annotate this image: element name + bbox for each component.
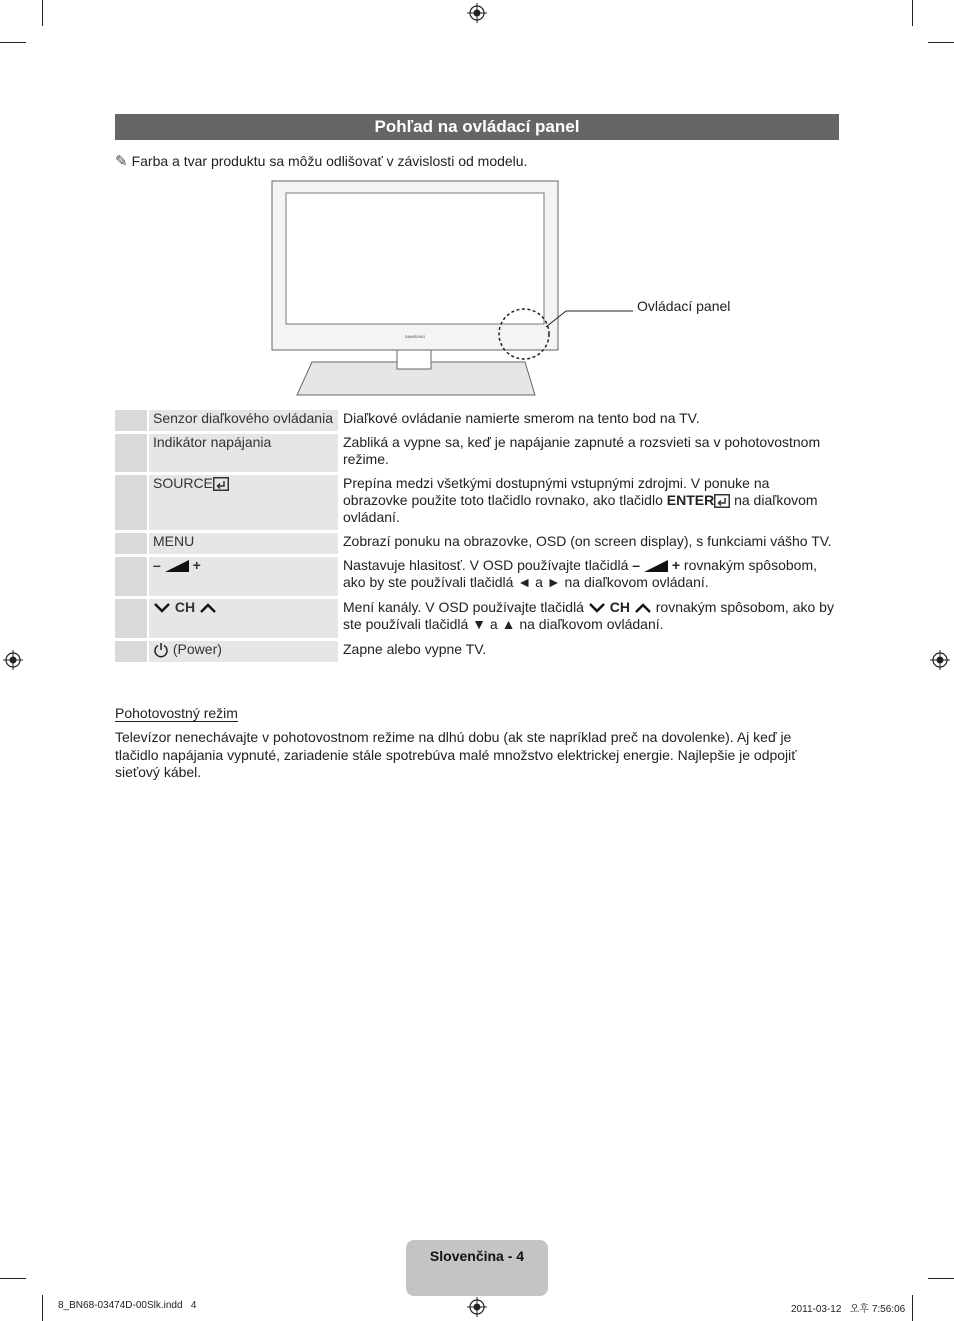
crop-mark — [0, 1278, 26, 1279]
table-row — [115, 533, 839, 557]
page-number-tab: Slovenčina - 4 — [406, 1240, 548, 1296]
row-desc: Mení kanály. V OSD používajte tlačidlá CH rovnakým spôsobom, ako by ste používali tlačidlá ▼ a ▲ na diaľkovom ovládaní. — [338, 599, 839, 641]
registration-mark-icon — [3, 650, 23, 670]
source-label: SOURCE — [153, 475, 213, 491]
chevron-up-icon — [634, 602, 652, 614]
row-desc: Nastavuje hlasitosť. V OSD používajte tlačidlá – + rovnakým spôsobom, ako by ste používali tlačidlá ◄ a ► na diaľkovom ovládaní. — [338, 557, 839, 599]
tv-illustration — [0, 0, 954, 400]
spec-table — [115, 410, 839, 665]
page-title: Pohľad na ovládací panel — [115, 114, 839, 140]
row-desc: Zobrazí ponuku na obrazovke, OSD (on screen display), s funkciami vášho TV. — [338, 533, 839, 557]
registration-mark-icon — [467, 1297, 487, 1317]
table-row — [115, 434, 839, 475]
table-row — [115, 475, 839, 533]
samsung-logo: SAMSUNG — [404, 334, 426, 339]
row-desc: Zabliká a vypne sa, keď je napájanie zapnuté a rozsvieti sa v pohotovostnom režime. — [338, 434, 839, 475]
chevron-down-icon — [153, 602, 171, 614]
standby-text: Televízor nenechávajte v pohotovostnom režime na dlhú dobu (ak ste napríklad preč na dovolenke). Aj keď je tlačidlo napájania vypnuté, zariadenie stále spotrebúva malé množstvo elektrickej energie. Najlepšie je odpojiť sieťový kábel. — [115, 729, 797, 780]
chevron-up-icon — [199, 602, 217, 614]
volume-minus-icon: – — [153, 557, 161, 573]
table-row — [115, 557, 839, 599]
file-info: 8_BN68-03474D-00Slk.indd 4 — [58, 1300, 197, 1311]
row-name: (Power) — [149, 641, 338, 665]
volume-plus-icon: + — [192, 557, 201, 573]
pencil-icon: ✎ — [115, 153, 128, 170]
row-name — [149, 475, 338, 533]
enter-icon — [213, 477, 229, 491]
row-name: CH — [149, 599, 338, 641]
chevron-down-icon — [588, 602, 606, 614]
row-desc: Zapne alebo vypne TV. — [338, 641, 839, 665]
enter-icon — [714, 494, 730, 508]
print-timestamp: 2011-03-12 오후 7:56:06 — [791, 1304, 906, 1315]
power-icon — [153, 642, 169, 658]
row-desc: Prepína medzi všetkými dostupnými vstupnými zdrojmi. V ponuke na obrazovke použite toto tlačidlo rovnako, ako tlačidlo ENTER na diaľkovom ovládaní. — [338, 475, 839, 533]
standby-heading: Pohotovostný režim — [115, 705, 238, 721]
callout-label: Ovládací panel — [637, 298, 731, 314]
row-name: Senzor diaľkového ovládania — [149, 410, 338, 434]
row-name: MENU — [149, 533, 338, 557]
volume-icon — [165, 560, 189, 572]
crop-mark — [928, 1278, 954, 1279]
table-row — [115, 599, 839, 641]
row-name — [149, 557, 338, 599]
volume-icon — [644, 560, 668, 572]
row-name: Indikátor napájania — [149, 434, 338, 475]
row-desc: Diaľkové ovládanie namierte smerom na tento bod na TV. — [338, 410, 839, 434]
crop-mark — [912, 1295, 913, 1321]
note-text: Farba a tvar produktu sa môžu odlišovať v závislosti od modelu. — [131, 153, 528, 169]
table-row — [115, 410, 839, 434]
table-row — [115, 641, 839, 665]
registration-mark-icon — [930, 650, 950, 670]
crop-mark — [42, 1295, 43, 1321]
